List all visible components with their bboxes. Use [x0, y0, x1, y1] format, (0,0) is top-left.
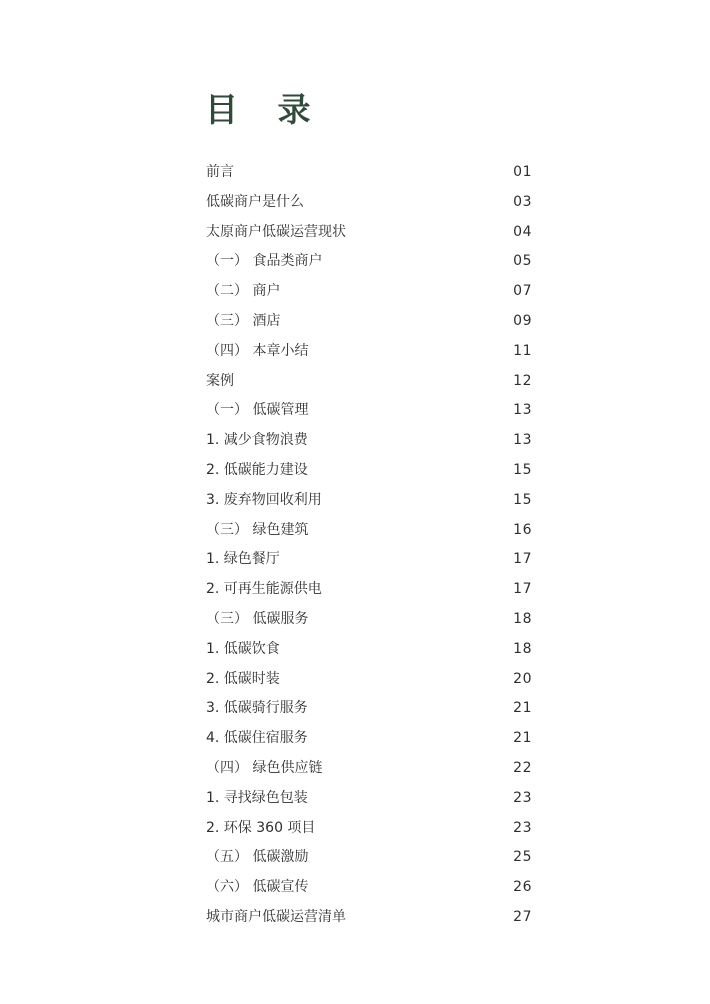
toc-entry[interactable]: [206, 218, 532, 248]
toc-entry-page-number: 21: [513, 730, 532, 747]
toc-entry-page-number: 27: [513, 908, 532, 925]
toc-entry-page-number: 26: [513, 879, 532, 896]
toc-entry[interactable]: [206, 814, 532, 844]
toc-entry[interactable]: [206, 158, 532, 188]
toc-entry-page-number: 17: [513, 551, 532, 568]
toc-entry[interactable]: [206, 605, 532, 635]
toc-entry-label: 1. 寻找绿色包装: [206, 789, 308, 806]
toc-entry-page-number: 13: [513, 402, 532, 419]
toc-entry-label: 1. 绿色餐厅: [206, 551, 280, 568]
toc-entry[interactable]: [206, 247, 532, 277]
toc-entry-label: 3. 低碳骑行服务: [206, 700, 308, 717]
toc-entry-page-number: 03: [513, 193, 532, 210]
toc-entry-label: 太原商户低碳运营现状: [206, 223, 346, 240]
toc-entry-page-number: 18: [513, 640, 532, 657]
toc-entry[interactable]: [206, 456, 532, 486]
toc-entry-label: 2. 环保 360 项目: [206, 819, 316, 836]
toc-entry-label: （四） 本章小结: [206, 342, 309, 359]
toc-entry[interactable]: [206, 635, 532, 665]
toc-entry[interactable]: [206, 277, 532, 307]
toc-entry[interactable]: [206, 307, 532, 337]
toc-entry[interactable]: [206, 665, 532, 695]
toc-entry-page-number: 09: [513, 312, 532, 329]
toc-entry-page-number: 16: [513, 521, 532, 538]
toc-entry[interactable]: [206, 724, 532, 754]
toc-entry-page-number: 12: [513, 372, 532, 389]
toc-entry-label: （二） 商户: [206, 283, 281, 300]
toc-entry-label: （三） 低碳服务: [206, 610, 309, 627]
toc-title: 目 录: [205, 90, 325, 129]
toc-entry-page-number: 21: [513, 700, 532, 717]
toc-entry[interactable]: [206, 426, 532, 456]
toc-entry-page-number: 01: [513, 164, 532, 180]
toc-entry-page-number: 17: [513, 581, 532, 598]
toc-entry-page-number: 05: [513, 253, 532, 270]
toc-entry-page-number: 07: [513, 283, 532, 300]
toc-entry-page-number: 23: [513, 819, 532, 836]
toc-entry-label: （一） 食品类商户: [206, 253, 323, 270]
toc-entry[interactable]: [206, 545, 532, 575]
toc-entry-page-number: 25: [513, 849, 532, 866]
toc-entry[interactable]: [206, 694, 532, 724]
toc-entry-label: （一） 低碳管理: [206, 402, 309, 419]
toc-entry-page-number: 15: [513, 461, 532, 478]
toc-entry[interactable]: [206, 873, 532, 903]
toc-entry[interactable]: [206, 754, 532, 784]
toc-entry[interactable]: [206, 784, 532, 814]
toc-entry-page-number: 15: [513, 491, 532, 508]
toc-entry-label: 2. 低碳时装: [206, 670, 280, 687]
toc-entry[interactable]: [206, 516, 532, 546]
toc-entry-label: 4. 低碳住宿服务: [206, 730, 308, 747]
toc-entry-page-number: 18: [513, 610, 532, 627]
toc-entry-page-number: 04: [513, 223, 532, 240]
toc-entry-label: 案例: [206, 372, 234, 389]
toc-entry-label: （六） 低碳宣传: [206, 879, 309, 896]
toc-entry-label: （三） 绿色建筑: [206, 521, 309, 538]
toc-entry[interactable]: [206, 575, 532, 605]
toc-entry-label: 1. 低碳饮食: [206, 640, 280, 657]
toc-entry[interactable]: [206, 843, 532, 873]
toc-entry-page-number: 20: [513, 670, 532, 687]
toc-entry-page-number: 13: [513, 432, 532, 449]
toc-list: [206, 158, 532, 933]
toc-entry[interactable]: [206, 337, 532, 367]
toc-entry-label: （四） 绿色供应链: [206, 759, 323, 776]
toc-entry-label: 城市商户低碳运营清单: [206, 908, 346, 925]
toc-entry-label: （三） 酒店: [206, 312, 281, 329]
toc-entry-page-number: 23: [513, 789, 532, 806]
toc-entry-label: 3. 废弃物回收利用: [206, 491, 322, 508]
toc-entry[interactable]: [206, 486, 532, 516]
toc-entry[interactable]: [206, 188, 532, 218]
toc-entry-label: 低碳商户是什么: [206, 193, 304, 210]
toc-entry-label: 2. 可再生能源供电: [206, 581, 322, 598]
toc-entry-label: 1. 减少食物浪费: [206, 432, 308, 449]
toc-entry[interactable]: [206, 367, 532, 397]
toc-entry[interactable]: [206, 903, 532, 933]
toc-entry-page-number: 11: [513, 342, 532, 359]
toc-entry-label: 2. 低碳能力建设: [206, 461, 308, 478]
toc-entry-page-number: 22: [513, 759, 532, 776]
toc-entry-label: 前言: [206, 164, 234, 180]
toc-entry-label: （五） 低碳激励: [206, 849, 309, 866]
toc-entry[interactable]: [206, 396, 532, 426]
